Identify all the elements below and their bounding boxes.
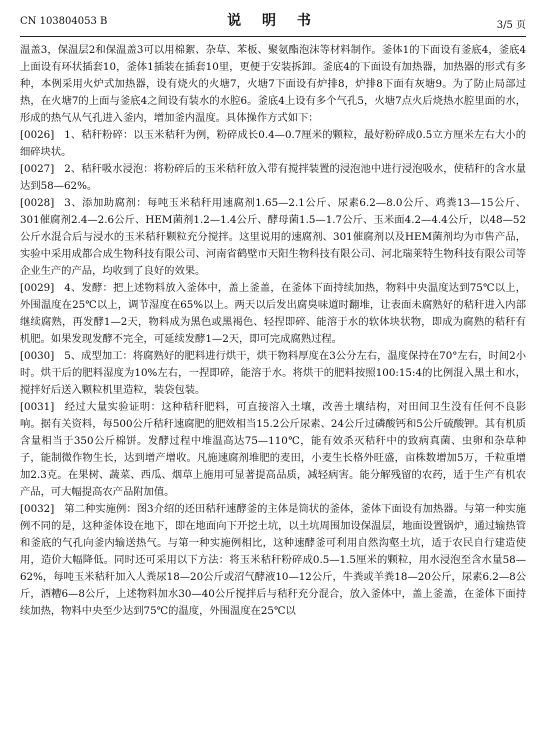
paragraph-text: 5、成型加工：将腐熟好的肥料进行烘干，烘干物料厚度在3公分左右，温度保持在70°左右，时间2小时。烘干后的肥料湿度为10%左右，一捏即碎，能溶于水。将烘干的肥料按照100:15:4的比例混入黑土和水，搅拌好后送入颗粒机里造粒，装袋包装。 [20,350,526,396]
paragraph-0026 [20,127,526,161]
paragraph-text: 2、秸秆吸水浸泡：将粉碎后的玉米秸秆放入带有搅拌装置的浸泡池中进行浸泡吸水，使秸秆的含水量达到58—62%。 [20,163,526,192]
paragraph-tag: [0026] [20,129,55,141]
patent-number: CN 103804053 B [20,16,108,27]
paragraph-0031 [20,399,526,501]
document-page [0,6,546,756]
document-body [20,42,526,620]
paragraph-tag: [0032] [20,503,55,515]
paragraph-text: 1、秸秆粉碎：以玉米秸秆为例，粉碎成长0.4—0.7厘米的颗粒，最好粉碎成0.5立方厘米左右大小的细碎块状。 [20,129,526,158]
paragraph-0032 [20,501,526,620]
page-header [20,6,526,37]
paragraph-0028 [20,195,526,280]
paragraph-tag: [0030] [20,350,55,362]
paragraph-text: 4、发酵：把上述物料放入釜体中，盖上釜盖，在釜体下面持续加热，物料中央温度达到75℃以上，外围温度在25℃以上，调节湿度在65%以上。两天以后发出腐臭味道时翻堆，让表面未腐熟好的秸秆进入内部继续腐熟，再发酵1—2天，物料成为黑色或黑褐色、轻捏即碎、能溶于水的软体块状物，即成为腐熟的秸秆有机肥。如果发现发酵不完全，可延续发酵1—2天，即可完成腐熟过程。 [20,282,526,345]
paragraph-0029 [20,280,526,348]
page-number: 3/5 页 [496,20,526,31]
paragraph-0027 [20,161,526,195]
intro-paragraph: 温盖3，保温层2和保温盖3可以用棉絮、杂草、苯板、聚氨酯泡沫等材料制作。釜体1的下面设有釜底4，釜底4上面设有环状插套10，釜体1插装在插套10里，更便于安装拆卸。釜底4的下面设有加热器，加热器的形式有多种，本例采用火炉式加热器，设有烧火的火塘7，火塘7下面设有炉排8，炉排8下面有灰塘9。为了防止局部过热，在火塘7的上面与釜底4之间设有装水的水腔6。釜底4上设有多个气孔5，火塘7点火后烧热水腔里面的水，形成的热气从气孔进入釜内，增加釜内温度。具体操作方式如下： [20,44,526,124]
page-title: 说 明 书 [227,13,319,29]
paragraph-tag: [0027] [20,163,55,175]
paragraph-text: 3、添加助腐剂：每吨玉米秸秆用速腐剂1.65—2.1公斤、尿素6.2—8.0公斤、鸡粪13—15公斤、301催腐剂2.4—2.6公斤、HEM菌剂1.2—1.4公斤、酵母菌1.5—1.7公斤、玉米面4.2—4.4公斤，以48—52公斤水混合后与浸水的玉米秸秆颗粒充分搅拌。这里说用的速腐剂、301催腐剂以及HEM菌剂均为市售产品，实验中采用成都合成生物科技有限公司、河南省鹤壁市天阳生物科技有限公司、河北瑞莱特生物科技有限公司等企业生产的产品，均收到了良好的效果。 [20,197,526,277]
paragraph-tag: [0028] [20,197,55,209]
paragraph-text: 经过大量实验证明：这种秸秆肥料，可直接溶入土壤，改善土壤结构，对田间卫生没有任何不良影响。据有关资料，每500公斤秸秆速腐肥的肥效相当15.2公斤尿素、24公斤过磷酸钙和5公斤硫酸钾。其有机质含量相当于350公斤棉饼。发酵过程中堆温高达75—110℃，能有效杀灭秸秆中的致病真菌、虫卵和杂草种子，能制微作物生长，达到增产增收。凡施速腐剂堆肥的麦田，小麦生长格外旺盛，亩株数增加5万，千粒重增加2.3克。在果树、蔬菜、西瓜、烟草上施用可显著提高品质，减轻病害。能分解残留的农药，适于生产有机农产品，可大幅提高农产品附加值。 [20,401,526,498]
paragraph-0030 [20,348,526,399]
paragraph-text: 第二种实施例：图3介绍的还田秸秆速酵釜的主体是筒状的釜体，釜体下面设有加热器。与第一种实施例不同的是，这种釜体设在地下，即在地面向下开挖土坑，以土坑周围加设保温层，地面设置锅炉，通过输热管和釜底的气孔向釜内输送热气。与第一种实施例相比，这种速酵釜可利用自然沟壑土坑，适于农民自行建造使用，造价大幅降低。同时还可采用以下方法：将玉米秸秆粉碎成0.5—1.5厘米的颗粒，用水浸泡至含水量58—62%，每吨玉米秸秆加入人粪尿18—20公斤或沼气酵液10—12公斤，牛粪或羊粪18—20公斤，尿素6.2—8公斤，酒糟6—8公斤，上述物料加水30—40公斤搅拌后与秸秆充分混合，放入釜体中，盖上釜盖，在釜体下面持续加热，物料中央至少达到75℃的温度，外围温度在25℃以 [20,503,526,617]
paragraph-tag: [0031] [20,401,55,413]
paragraph-tag: [0029] [20,282,55,294]
